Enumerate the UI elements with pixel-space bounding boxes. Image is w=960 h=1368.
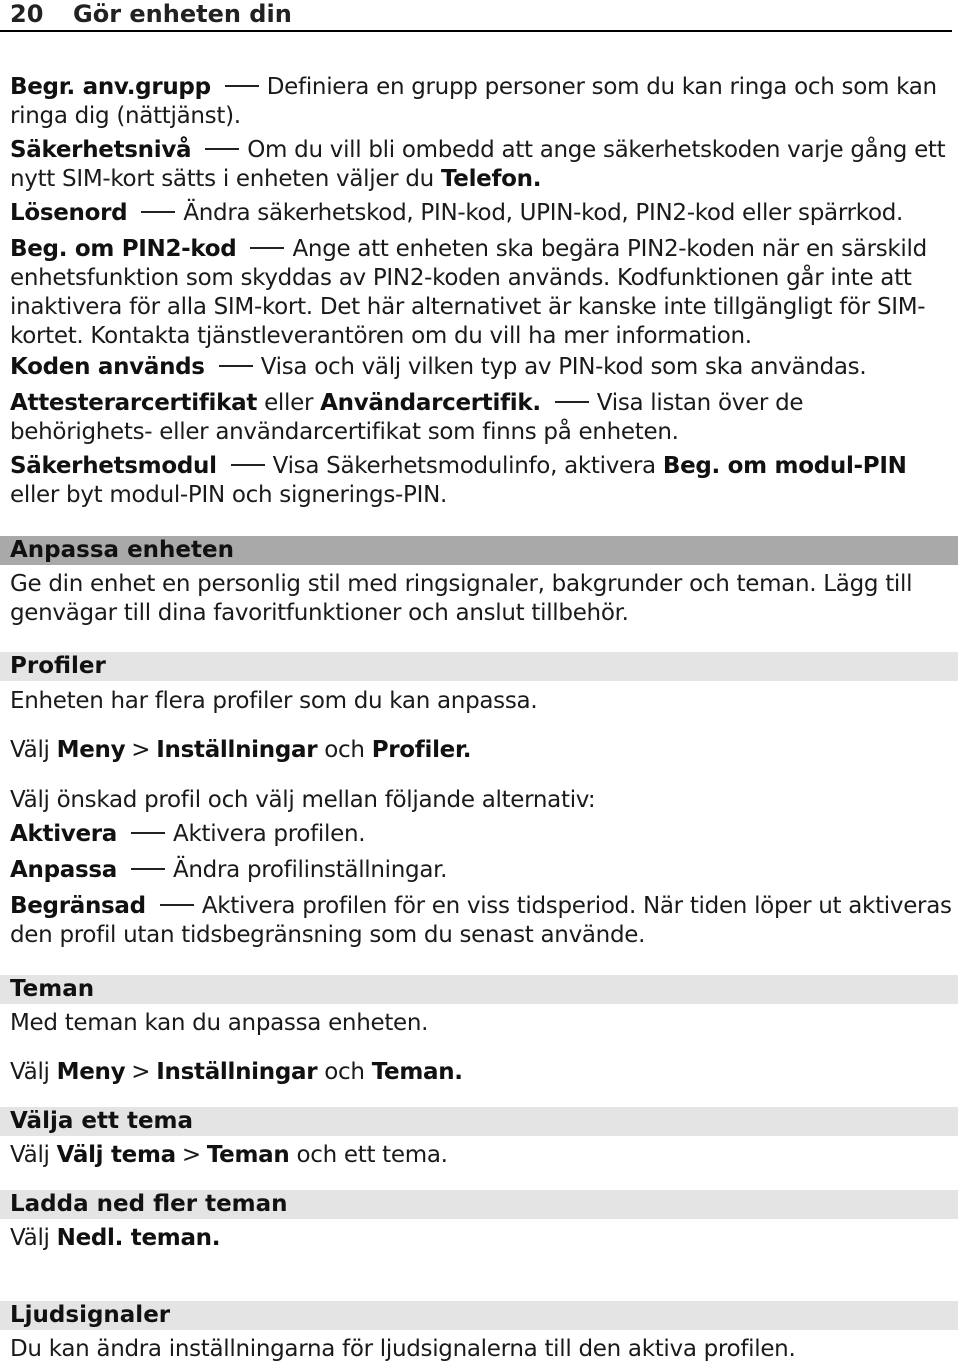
teman-select-path bbox=[10, 1058, 952, 1087]
option-term: Anpassa bbox=[10, 857, 117, 883]
ladda-ned-path bbox=[10, 1224, 952, 1253]
dash bbox=[231, 464, 265, 466]
path-separator: > bbox=[181, 1142, 201, 1168]
path-settings: Inställningar bbox=[156, 737, 318, 763]
option-beg-om-pin2 bbox=[10, 235, 952, 351]
option-koden-anvands bbox=[10, 353, 952, 382]
option-desc-after: eller byt modul-PIN och signerings-PIN. bbox=[10, 482, 447, 508]
path-item: Välj tema bbox=[56, 1142, 176, 1168]
heading-text: Välja ett tema bbox=[10, 1108, 194, 1134]
teman-intro: Med teman kan du anpassa enheten. bbox=[10, 1010, 429, 1036]
path-separator: > bbox=[131, 1059, 151, 1085]
dash bbox=[225, 85, 259, 87]
option-term: Aktivera bbox=[10, 821, 118, 847]
anpassa-text: Ge din enhet en personlig stil med ringsignaler, bakgrunder och teman. Lägg till genvägar till dina favoritfunktioner och anslut tillbehör. bbox=[10, 571, 913, 626]
option-or: eller bbox=[264, 390, 314, 416]
subheading-ladda-ned bbox=[0, 1190, 958, 1219]
profiler-intro: Enheten har flera profiler som du kan anpassa. bbox=[10, 688, 538, 714]
option-desc: Aktivera profilen för en viss tidsperiod. När tiden löper ut aktiveras den profil utan tidsbegränsning som du senast använde. bbox=[10, 893, 952, 948]
option-term: Begränsad bbox=[10, 893, 146, 919]
path-suffix: och ett tema. bbox=[296, 1142, 448, 1168]
option-desc: Visa och välj vilken typ av PIN-kod som ska användas. bbox=[260, 354, 867, 380]
option-term: Säkerhetsmodul bbox=[10, 453, 217, 479]
option-term: Koden används bbox=[10, 354, 205, 380]
section-heading-profiler bbox=[0, 652, 958, 681]
path-menu: Meny bbox=[56, 1059, 126, 1085]
section-heading-teman bbox=[0, 975, 958, 1004]
profiler-choose: Välj önskad profil och välj mellan följande alternativ: bbox=[10, 787, 596, 813]
dash bbox=[205, 148, 239, 150]
option-desc: Ändra säkerhetskod, PIN-kod, UPIN-kod, PIN2-kod eller spärrkod. bbox=[183, 200, 904, 226]
heading-text: Profiler bbox=[10, 653, 106, 679]
path-and: och bbox=[324, 1059, 365, 1085]
path-item: Nedl. teman. bbox=[56, 1225, 221, 1251]
path-menu: Meny bbox=[56, 737, 126, 763]
option-sakerhetsmodul bbox=[10, 452, 952, 510]
option-sakerhetsniva bbox=[10, 136, 952, 194]
heading-text: Ladda ned fler teman bbox=[10, 1191, 288, 1217]
subheading-valja-tema bbox=[0, 1107, 958, 1136]
option-term: Beg. om PIN2-kod bbox=[10, 236, 237, 262]
profiler-select-path bbox=[10, 736, 952, 765]
page-number: 20 bbox=[10, 0, 44, 28]
option-desc: Om du vill bli ombedd att ange säkerhetskoden varje gång ett nytt SIM-kort sätts i enheten väljer du bbox=[10, 137, 946, 192]
dash bbox=[131, 868, 165, 870]
profile-option-anpassa bbox=[10, 856, 952, 885]
path-settings: Inställningar bbox=[156, 1059, 318, 1085]
option-desc-bold: Beg. om modul-PIN bbox=[662, 453, 907, 479]
heading-text: Ljudsignaler bbox=[10, 1302, 171, 1328]
path-target: Teman bbox=[206, 1142, 290, 1168]
option-term: Begr. anv.grupp bbox=[10, 74, 211, 100]
option-losenord bbox=[10, 199, 952, 228]
option-begr-anv-grupp bbox=[10, 73, 952, 131]
dash bbox=[141, 211, 175, 213]
option-term: Lösenord bbox=[10, 200, 128, 226]
option-term: Attesterarcertifikat bbox=[10, 390, 258, 416]
option-desc: Visa Säkerhetsmodulinfo, aktivera bbox=[272, 453, 656, 479]
option-term: Säkerhetsnivå bbox=[10, 137, 192, 163]
option-desc: Ange att enheten ska begära PIN2-koden när en särskild enhetsfunktion som skyddas av PIN2-koden används. Kodfunktionen går inte att inaktivera för alla SIM-kort. Det här alternativet är kanske inte tillgängligt för SIM-kortet. Kontakta tjänstleverantören om du vill ha mer information. bbox=[10, 236, 927, 349]
path-separator: > bbox=[131, 737, 151, 763]
path-prefix: Välj bbox=[10, 1059, 50, 1085]
valja-tema-path bbox=[10, 1141, 952, 1170]
option-desc: Ändra profilinställningar. bbox=[172, 857, 448, 883]
section-heading-ljudsignaler bbox=[0, 1301, 958, 1330]
dash bbox=[160, 904, 194, 906]
profile-option-begransad bbox=[10, 892, 952, 950]
option-desc: Aktivera profilen. bbox=[173, 821, 366, 847]
dash bbox=[555, 401, 589, 403]
heading-text: Anpassa enheten bbox=[10, 537, 234, 563]
ljudsignaler-text: Du kan ändra inställningarna för ljudsignalerna till den aktiva profilen. bbox=[10, 1336, 796, 1362]
path-target: Teman. bbox=[371, 1059, 463, 1085]
dash bbox=[250, 247, 284, 249]
dash bbox=[131, 832, 165, 834]
dash bbox=[219, 365, 253, 367]
path-target: Profiler. bbox=[371, 737, 472, 763]
section-heading-anpassa bbox=[0, 536, 958, 565]
option-desc-bold: Telefon. bbox=[440, 166, 542, 192]
path-prefix: Välj bbox=[10, 737, 50, 763]
heading-text: Teman bbox=[10, 976, 95, 1002]
profile-option-aktivera bbox=[10, 820, 952, 849]
path-prefix: Välj bbox=[10, 1142, 50, 1168]
path-and: och bbox=[324, 737, 365, 763]
option-desc: Definiera en grupp personer som du kan ringa och som kan ringa dig (nättjänst). bbox=[10, 74, 937, 129]
page-header bbox=[0, 0, 952, 32]
path-prefix: Välj bbox=[10, 1225, 50, 1251]
option-certifikat bbox=[10, 389, 952, 447]
page-title: Gör enheten din bbox=[73, 0, 292, 28]
option-desc: Visa listan över de behörighets- eller användarcertifikat som finns på enheten. bbox=[10, 390, 804, 445]
option-term-2: Användarcertifik. bbox=[320, 390, 541, 416]
